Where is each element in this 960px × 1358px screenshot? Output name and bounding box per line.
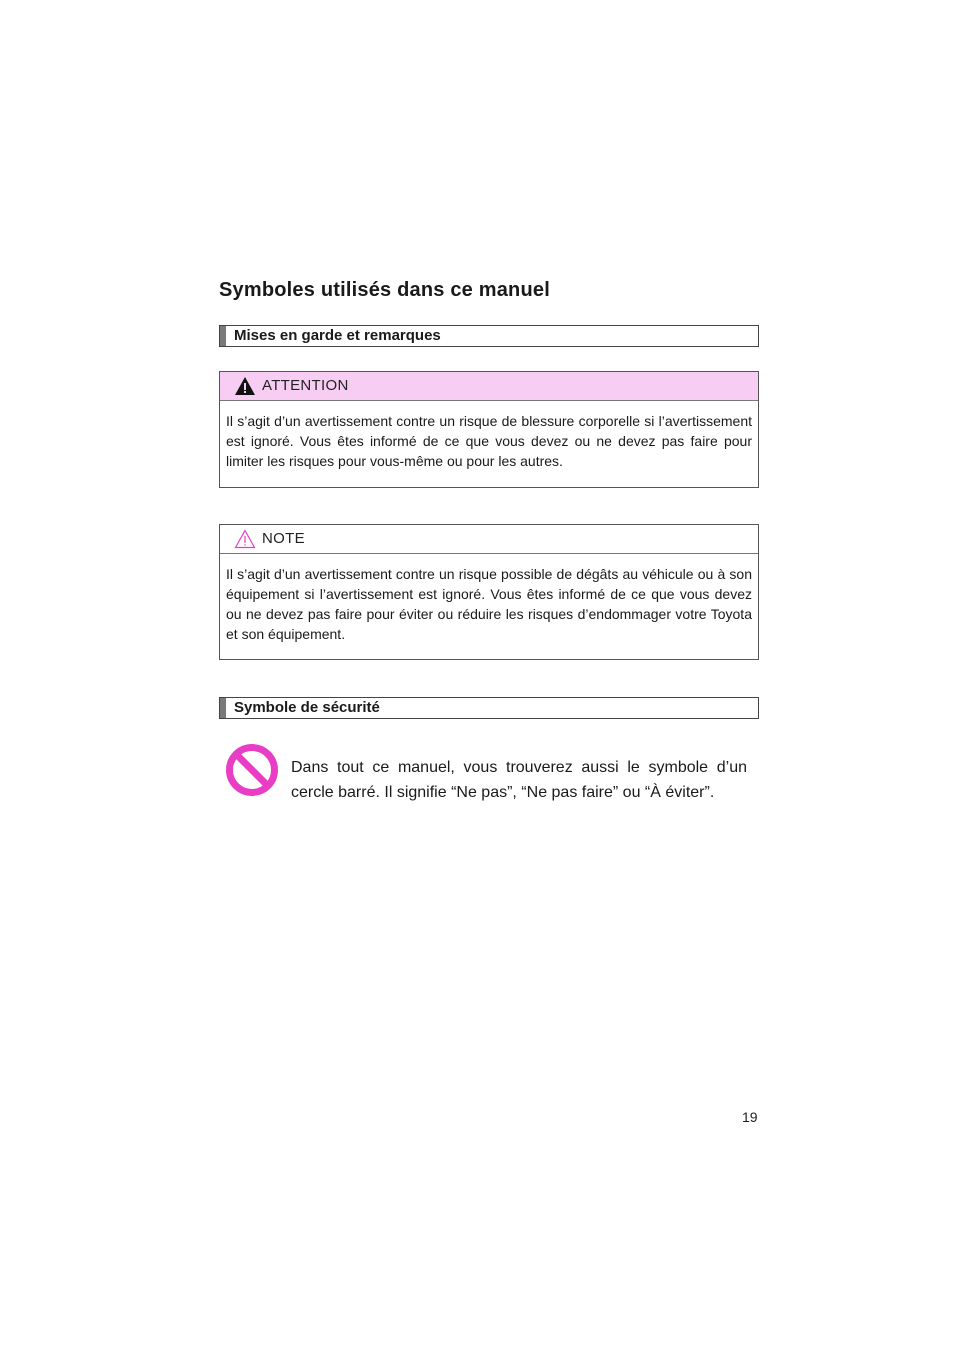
note-heading: NOTE xyxy=(262,530,305,547)
page-title: Symboles utilisés dans ce manuel xyxy=(219,279,550,301)
page-number: 19 xyxy=(742,1109,758,1125)
section-marker xyxy=(220,326,226,346)
warning-triangle-filled-icon xyxy=(234,376,256,396)
section-label: Mises en garde et remarques xyxy=(234,327,441,344)
note-header xyxy=(220,525,758,554)
safety-symbol-text: Dans tout ce manuel, vous trouverez aussi le symbole d’un cercle barré. Il signifie “Ne pas”, “Ne pas faire” ou “À éviter”. xyxy=(291,759,747,801)
section-header-safety xyxy=(219,697,759,719)
prohibition-icon xyxy=(225,743,279,797)
attention-header xyxy=(220,372,758,401)
warning-triangle-outline-icon xyxy=(234,529,256,549)
section-header-warnings xyxy=(219,325,759,347)
note-text: Il s’agit d’un avertissement contre un risque possible de dégâts au véhicule ou à son équipement si l’avertissement est ignoré. Vous êtes informé de ce que vous devez ou ne devez pas faire pour éviter ou réduire les risques d’endommager votre Toyota et son équipement. xyxy=(226,566,752,642)
attention-box xyxy=(219,371,759,488)
note-box xyxy=(219,524,759,660)
section-marker xyxy=(220,698,226,718)
attention-text: Il s’agit d’un avertissement contre un risque de blessure corporelle si l’avertissement est ignoré. Vous êtes informé de ce que vous devez ou ne devez pas faire pour limiter les risques pour vous-même ou pour les autres. xyxy=(226,413,752,469)
section-label: Symbole de sécurité xyxy=(234,699,380,716)
attention-heading: ATTENTION xyxy=(262,377,349,394)
